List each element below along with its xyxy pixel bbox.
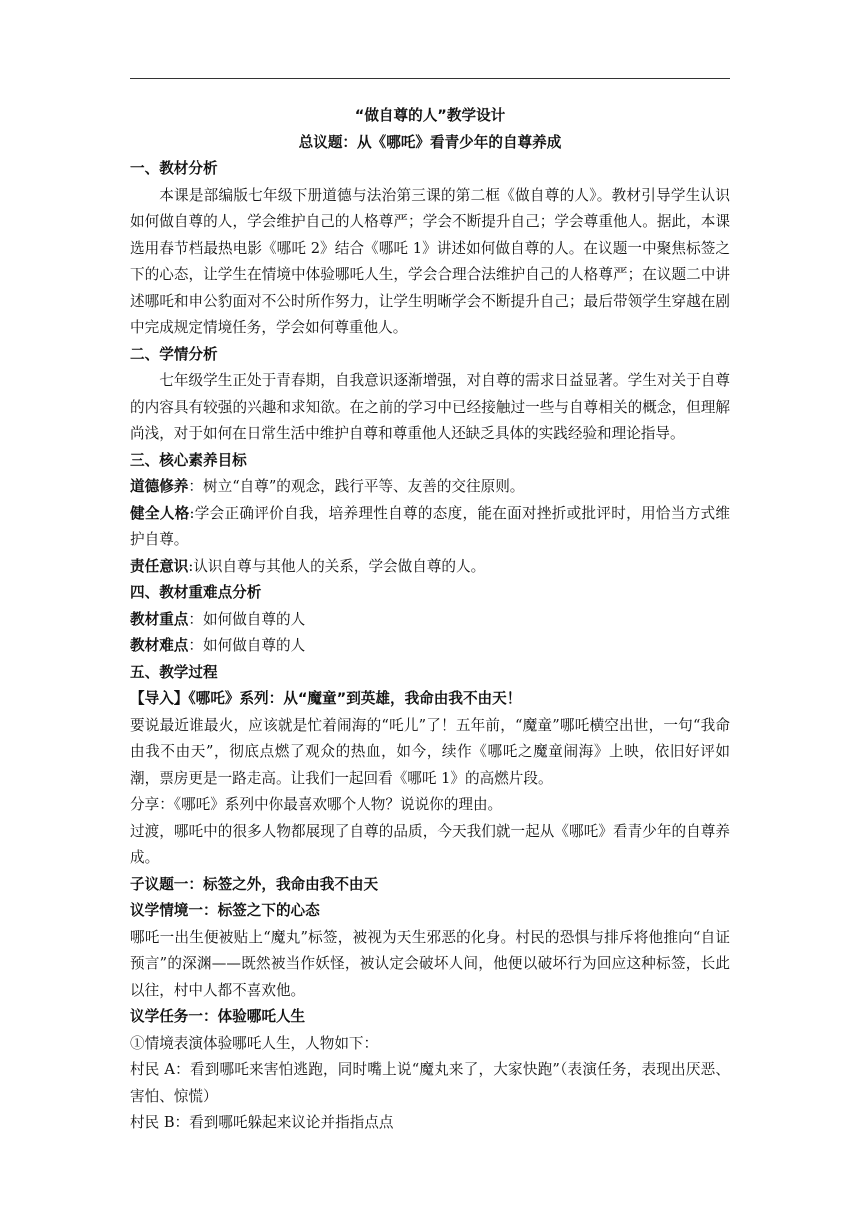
task-one-heading: 议学任务一：体验哪吒人生 bbox=[130, 1008, 306, 1025]
goal-text: 树立“自尊”的观念，践行平等、友善的交往原则。 bbox=[203, 478, 525, 495]
share-question: 分享：《哪吒》系列中你最喜欢哪个人物？说说你的理由。 bbox=[130, 796, 503, 813]
section-heading-textbook-analysis: 一、教材分析 bbox=[130, 160, 218, 177]
goal-text: 学会正确评价自我，培养理性自尊的态度，能在面对挫折或批评时，用恰当方式维护自尊。 bbox=[130, 504, 730, 548]
section-heading-teaching-process: 五、教学过程 bbox=[130, 663, 218, 681]
document-page bbox=[130, 103, 730, 1137]
goal-label: 健全人格 bbox=[130, 504, 190, 522]
section-heading-core-literacy: 三、核心素养目标 bbox=[130, 451, 247, 469]
villager-a-role: 村民 A：看到哪吒来害怕逃跑，同时嘴上说“魔丸来了，大家快跑”（表演任务，表现出厌恶、害怕、惊慌） bbox=[130, 1061, 730, 1105]
goal-sep: ： bbox=[188, 478, 203, 495]
textbook-analysis-paragraph: 本课是部编版七年级下册道德与法治第三课的第二框《做自尊的人》。教材引导学生认识如何做自尊的人，学会维护自己的人格尊严；学会不断提升自己；学会尊重他人。据此，本课选用春节档最热电影《哪吒 2》结合《哪吒 1》讲述如何做自尊的人。在议题一中聚焦标签之下的心态，让学生在情境中体验哪吒人生，学会合理合法维护自己的人格尊严；在议题二中讲述哪吒和申公豹面对不公时所作努力，让学生明晰学会不断提升自己；最后带领学生穿越在剧中完成规定情境任务，学会如何尊重他人。 bbox=[130, 186, 730, 336]
transition-paragraph: 过渡，哪吒中的很多人物都展现了自尊的品质，今天我们就一起从《哪吒》看青少年的自尊养成。 bbox=[130, 822, 730, 866]
intro-paragraph: 要说最近谁最火，应该就是忙着闹海的“吒儿”了！五年前，“魔童”哪吒横空出世，一句“我命由我不由天”，彻底点燃了观众的热血，如今，续作《哪吒之魔童闹海》上映，依旧好评如潮，票房更是一路走高。让我们一起回看《哪吒 1》的高燃片段。 bbox=[130, 716, 730, 787]
goal-sep: : bbox=[188, 557, 194, 575]
key-point bbox=[130, 607, 730, 634]
intro-heading: 【导入】《哪吒》系列：从“魔童”到英雄，我命由我不由天！ bbox=[130, 690, 522, 707]
difficult-point-label: 教材难点 bbox=[130, 637, 189, 654]
goal-responsibility bbox=[130, 554, 730, 581]
key-point-label: 教材重点 bbox=[130, 610, 189, 628]
difficult-point-sep: ： bbox=[188, 637, 203, 654]
student-analysis-paragraph: 七年级学生正处于青春期，自我意识逐渐增强，对自尊的需求日益显著。学生对关于自尊的内容具有较强的兴趣和求知欲。在之前的学习中已经接触过一些与自尊相关的概念，但理解尚浅，对于如何在日常生活中维护自尊和尊重他人还缺乏具体的实践经验和理论指导。 bbox=[130, 372, 730, 442]
situation-one-heading: 议学情境一：标签之下的心态 bbox=[130, 902, 320, 919]
document-title: “做自尊的人”教学设计 bbox=[354, 107, 506, 124]
key-point-text: 如何做自尊的人 bbox=[203, 610, 306, 628]
goal-text: 认识自尊与其他人的关系，学会做自尊的人。 bbox=[193, 557, 486, 575]
difficult-point-text: 如何做自尊的人 bbox=[203, 637, 306, 654]
section-heading-student-analysis: 二、学情分析 bbox=[130, 345, 218, 363]
section-heading-key-points: 四、教材重难点分析 bbox=[130, 584, 262, 601]
villager-b-role: 村民 B：看到哪吒躲起来议论并指指点点 bbox=[130, 1114, 394, 1131]
difficult-point bbox=[130, 633, 730, 660]
task-one-intro: ①情境表演体验哪吒人生，人物如下： bbox=[130, 1034, 379, 1052]
goal-personality bbox=[130, 501, 730, 554]
goal-label: 责任意识 bbox=[130, 557, 189, 575]
goal-label: 道德修养 bbox=[130, 478, 189, 495]
document-subtitle: 总议题：从《哪吒》看青少年的自尊养成 bbox=[298, 133, 562, 151]
situation-one-paragraph: 哪吒一出生便被贴上“魔丸”标签，被视为天生邪恶的化身。村民的恐惧与排斥将他推向“自证预言”的深渊——既然被当作妖怪，被认定会破坏人间，他便以破坏行为回应这种标签，长此以往，村中人都不喜欢他。 bbox=[130, 928, 730, 999]
goal-moral bbox=[130, 474, 730, 501]
sub-topic-one-heading: 子议题一：标签之外，我命由我不由天 bbox=[130, 875, 379, 893]
goal-sep: : bbox=[189, 504, 195, 522]
key-point-sep: ： bbox=[188, 610, 203, 628]
header-rule bbox=[130, 78, 730, 79]
